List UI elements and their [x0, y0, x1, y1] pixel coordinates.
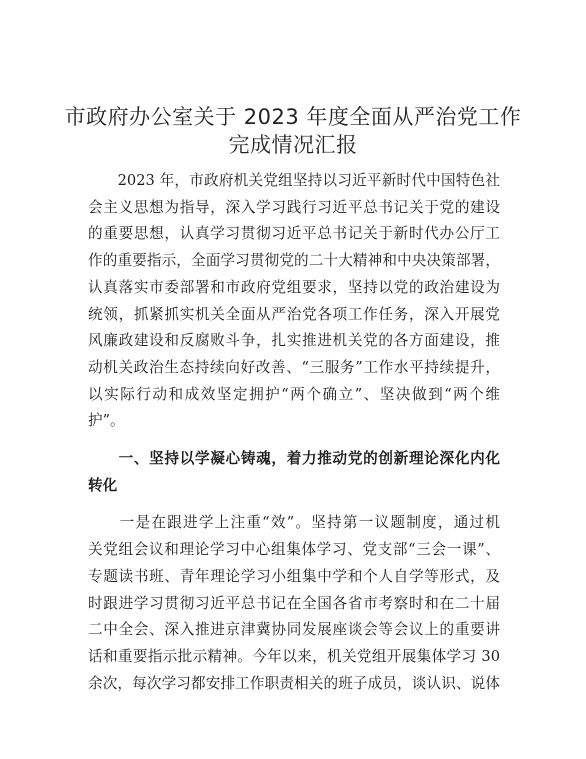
- document-title: [60, 103, 526, 159]
- section-heading-1: [88, 446, 500, 499]
- text-line: 护”。: [88, 412, 125, 430]
- heading-line: 一、坚持以学凝心铸魂，着力推动党的创新理论深化内化: [88, 450, 500, 468]
- document-body: [88, 168, 500, 697]
- text-line: 专题读书班、青年理论学习小组集中学和个人自学等形式，及: [88, 567, 500, 585]
- text-line: 统领，抓紧抓实机关全面从严治党各项工作任务，深入开展党: [88, 305, 500, 323]
- title-line-2: 完成情况汇报: [228, 133, 358, 157]
- text-line: 以实际行动和成效坚定拥护“两个确立”、坚决做到“两个维: [88, 385, 500, 403]
- title-line-1: 市政府办公室关于 2023 年度全面从严治党工作: [64, 105, 522, 129]
- text-line: 风廉政建设和反腐败斗争，扎实推进机关党的各方面建设，推: [88, 332, 500, 350]
- text-line: 会主义思想为指导，深入学习践行习近平总书记关于党的建设: [88, 198, 500, 216]
- text-line: 动机关政治生态持续向好改善、“三服务”工作水平持续提升，: [88, 358, 500, 376]
- text-line: 认真落实市委部署和市政府党组要求，坚持以党的政治建设为: [88, 278, 500, 296]
- text-line: 时跟进学习贯彻习近平总书记在全国各省市考察时和在二十届: [88, 594, 500, 612]
- text-line: 余次，每次学习都安排工作职责相关的班子成员，谈认识、说体: [88, 674, 500, 692]
- section-paragraph-1: [88, 510, 500, 697]
- text-line: 作的重要指示，全面学习贯彻党的二十大精神和中央决策部署，: [88, 252, 500, 270]
- text-line: 二中全会、深入推进京津冀协同发展座谈会等会议上的重要讲: [88, 621, 500, 639]
- text-line: 关党组会议和理论学习中心组集体学习、党支部“三会一课”、: [88, 541, 500, 559]
- heading-line: 转化: [88, 476, 118, 494]
- text-line: 话和重要指示批示精神。今年以来，机关党组开展集体学习 30: [88, 647, 500, 665]
- text-line: 2023 年，市政府机关党组坚持以习近平新时代中国特色社: [88, 172, 500, 189]
- intro-paragraph: [88, 168, 500, 435]
- text-line: 的重要思想，认真学习贯彻习近平总书记关于新时代办公厅工: [88, 225, 500, 243]
- text-line: 一是在跟进学上注重“效”。坚持第一议题制度，通过机: [88, 514, 500, 532]
